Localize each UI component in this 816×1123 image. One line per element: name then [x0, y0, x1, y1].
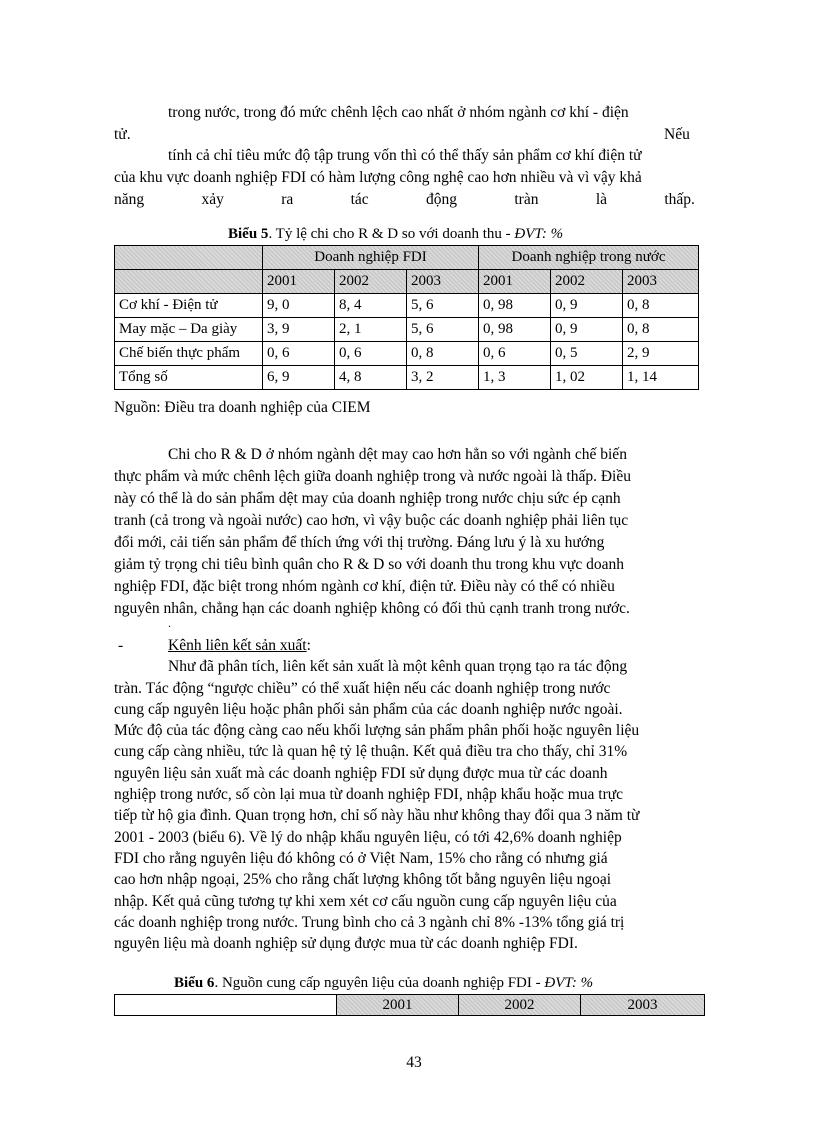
table-cell: 0, 8: [623, 318, 699, 342]
section-dash: -: [118, 637, 124, 654]
table5-header-groups: [115, 246, 699, 270]
table6-caption-label: Biểu 6: [174, 975, 215, 991]
table6-year: 2001: [337, 995, 459, 1016]
word: thấp.: [664, 191, 695, 208]
table-cell: 2, 1: [335, 318, 407, 342]
table6-header-years: [115, 995, 705, 1016]
table-row: [115, 366, 699, 390]
table-cell: 0, 6: [263, 342, 335, 366]
text-line: tranh (cả trong và ngoài nước) cao hơn, vì vậy buộc các doanh nghiệp phải liên tục: [114, 512, 629, 529]
table-cell: 0, 98: [479, 294, 551, 318]
table6: [114, 994, 705, 1016]
table-cell: 6, 9: [263, 366, 335, 390]
text-line: nhập. Kết quả cũng tương tự khi xem xét cơ cấu nguồn cung cấp nguyên liệu của: [114, 893, 617, 910]
table5-header-years: [115, 270, 699, 294]
table-cell: 3, 2: [407, 366, 479, 390]
text-line: FDI cho rằng nguyên liệu đó không có ở Việt Nam, 15% cho rằng có nhưng giá: [114, 850, 608, 867]
table5-year: 2003: [407, 270, 479, 294]
table-row: [115, 318, 699, 342]
text-line: cao hơn nhập ngoại, 25% cho rằng chất lượng không tốt bằng nguyên liệu ngoại: [114, 871, 611, 888]
table-cell: 1, 02: [551, 366, 623, 390]
text-line: này có thể là do sản phẩm dệt may của doanh nghiệp trong nước chịu sức ép cạnh: [114, 490, 621, 507]
table5-group-fdi: Doanh nghiệp FDI: [263, 246, 479, 270]
text-line: tràn. Tác động “ngược chiều” có thể xuất hiện nếu các doanh nghiệp trong nước: [114, 680, 611, 697]
table-cell: 8, 4: [335, 294, 407, 318]
table-cell: 0, 6: [335, 342, 407, 366]
text-line: 2001 - 2003 (biểu 6). Về lý do nhập khẩu nguyên liệu, có tới 42,6% doanh nghiệp: [114, 829, 622, 846]
table-cell: 0, 98: [479, 318, 551, 342]
stray-dot: .: [168, 616, 171, 630]
table-cell: 9, 0: [263, 294, 335, 318]
text-line: trong nước, trong đó mức chênh lệch cao nhất ở nhóm ngành cơ khí - điện: [168, 104, 629, 121]
text-line: nghiệp FDI, đặc biệt trong nhóm ngành cơ khí, điện tử. Điều này có thể có nhiều: [114, 578, 615, 595]
text-line: Như đã phân tích, liên kết sản xuất là một kênh quan trọng tạo ra tác động: [168, 658, 628, 675]
table5-caption-text: . Tỷ lệ chi cho R & D so với doanh thu -: [268, 226, 515, 242]
table-cell: 2, 9: [623, 342, 699, 366]
table5-year: 2003: [623, 270, 699, 294]
word: là: [595, 191, 608, 208]
table6-year: 2003: [581, 995, 705, 1016]
table5-year: 2001: [479, 270, 551, 294]
table5-group-domestic: Doanh nghiệp trong nước: [479, 246, 699, 270]
table5-year: 2001: [263, 270, 335, 294]
table5: [114, 245, 699, 390]
section-heading: [168, 636, 311, 656]
section-heading-text: Kênh liên kết sản xuất: [168, 637, 307, 654]
text-line: các doanh nghiệp trong nước. Trung bình cho cả 3 ngành chỉ 8% -13% tổng giá trị: [114, 914, 625, 931]
table-cell: 0, 6: [479, 342, 551, 366]
section-heading-suffix: :: [306, 637, 311, 654]
text-line: Chi cho R & D ở nhóm ngành dệt may cao hơn hẳn so với ngành chế biến: [168, 446, 627, 463]
table6-caption-unit: ĐVT: %: [544, 975, 594, 991]
table6-caption-text: . Nguồn cung cấp nguyên liệu của doanh nghiệp FDI -: [214, 975, 545, 991]
table6-caption: [174, 973, 593, 993]
row-label: May mặc – Da giày: [115, 318, 263, 342]
text-line: nguyên liệu sản xuất mà các doanh nghiệp FDI sử dụng được mua từ các doanh: [114, 765, 608, 782]
table5-caption: [228, 224, 563, 244]
text-line: nguyên liệu mà doanh nghiệp sử dụng được mua từ các doanh nghiệp FDI.: [114, 935, 578, 952]
text-line: giảm tỷ trọng chi tiêu bình quân cho R & D so với doanh thu trong khu vực doanh: [114, 556, 624, 573]
table-cell: 5, 6: [407, 318, 479, 342]
text-line: cung cấp nguyên liệu hoặc phân phối sản phẩm của các doanh nghiệp nước ngoài.: [114, 701, 623, 718]
word: tác: [350, 191, 369, 208]
table-cell: 4, 8: [335, 366, 407, 390]
text-line: thực phẩm và mức chênh lệch giữa doanh nghiệp trong và nước ngoài là thấp. Điều: [114, 468, 631, 485]
text-line: Mức độ của tác động càng cao nếu khối lượng sản phẩm phân phối hoặc nguyên liệu: [114, 722, 640, 739]
page-number: 43: [406, 1054, 422, 1071]
table6-year: 2002: [459, 995, 581, 1016]
justified-text-line: [114, 190, 695, 210]
word: năng: [114, 191, 145, 208]
table-row: [115, 342, 699, 366]
text-line: cung cấp càng nhiều, tức là quan hệ tỷ lệ thuận. Kết quả điều tra cho thấy, chỉ 31%: [114, 743, 628, 760]
row-label: Cơ khí - Điện tử: [115, 294, 263, 318]
text-line: tử.: [114, 126, 131, 143]
table-cell: 1, 3: [479, 366, 551, 390]
table5-year: 2002: [335, 270, 407, 294]
word: ra: [281, 191, 294, 208]
word: xảy: [201, 191, 224, 208]
table5-caption-unit: ĐVT: %: [514, 226, 564, 242]
table-cell: 1, 14: [623, 366, 699, 390]
row-label: Tổng số: [115, 366, 263, 390]
word: động: [426, 191, 458, 208]
table-cell: 0, 5: [551, 342, 623, 366]
text-line: tiếp từ hộ gia đình. Quan trọng hơn, chỉ số này hầu như không thay đổi qua 3 năm từ: [114, 807, 640, 824]
table-cell: 0, 9: [551, 294, 623, 318]
row-label: Chế biến thực phẩm: [115, 342, 263, 366]
table5-corner: [115, 246, 263, 270]
table6-corner: [115, 995, 337, 1016]
text-line: nghiệp trong nước, số còn lại mua từ doanh nghiệp FDI, nhập khẩu hoặc mua trực: [114, 786, 624, 803]
text-line: tính cả chỉ tiêu mức độ tập trung vốn thì có thể thấy sản phẩm cơ khí điện tử: [168, 147, 642, 164]
text-line: nguyên nhân, chẳng hạn các doanh nghiệp không có đối thủ cạnh tranh trong nước.: [114, 600, 630, 617]
table-cell: 5, 6: [407, 294, 479, 318]
table-cell: 0, 9: [551, 318, 623, 342]
table5-corner: [115, 270, 263, 294]
table5-source: Nguồn: Điều tra doanh nghiệp của CIEM: [114, 399, 371, 416]
table-row: [115, 294, 699, 318]
table-cell: 0, 8: [407, 342, 479, 366]
table5-year: 2002: [551, 270, 623, 294]
table-cell: 3, 9: [263, 318, 335, 342]
word: tràn: [514, 191, 539, 208]
table-cell: 0, 8: [623, 294, 699, 318]
text-line: Nếu: [664, 126, 690, 143]
text-line: của khu vực doanh nghiệp FDI có hàm lượng công nghệ cao hơn nhiều và vì vậy khả: [114, 169, 642, 186]
table5-caption-label: Biểu 5: [228, 226, 269, 242]
text-line: đổi mới, cải tiến sản phẩm để thích ứng với thị trường. Đáng lưu ý là xu hướng: [114, 534, 605, 551]
